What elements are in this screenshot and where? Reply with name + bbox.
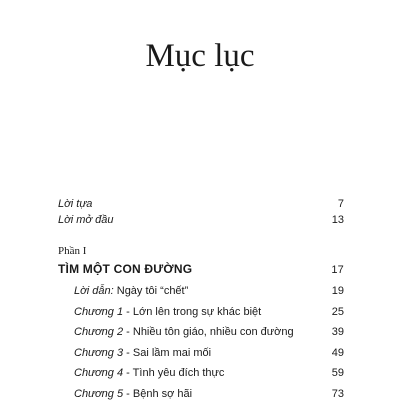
toc-entry xyxy=(74,325,344,339)
toc-entry xyxy=(74,305,344,319)
entry-prefix: Chương 2 xyxy=(74,326,124,338)
entry-text: Ngày tôi “chết” xyxy=(113,285,189,297)
part-title-row xyxy=(58,262,344,278)
entry-text: - Nhiều tôn giáo, nhiều con đường xyxy=(123,326,294,338)
entry-text: - Sai lầm mai mối xyxy=(123,347,212,359)
part-title: TÌM MỘT CON ĐƯỜNG xyxy=(58,262,193,276)
part-label: Phần I xyxy=(58,245,87,257)
toc-entry xyxy=(74,366,344,380)
entry-label: Lời tựa xyxy=(58,198,93,210)
entry-page: 7 xyxy=(337,198,344,210)
entry-prefix: Chương 5 xyxy=(74,388,124,400)
entry-page: 49 xyxy=(331,347,344,359)
toc-entry-front-1 xyxy=(58,197,344,211)
entry-prefix: Lời dẫn: xyxy=(74,285,114,297)
toc-entry xyxy=(74,387,344,401)
entry-label: Lời mở đầu xyxy=(58,214,114,226)
entry-prefix: Chương 3 xyxy=(74,347,124,359)
page-title: Mục lục xyxy=(145,38,255,74)
entry-prefix: Chương 4 xyxy=(74,367,124,379)
entry-prefix: Chương 1 xyxy=(74,306,124,318)
entry-page: 39 xyxy=(331,326,344,338)
entry-page: 73 xyxy=(331,388,344,400)
entry-text: - Lớn lên trong sự khác biệt xyxy=(123,306,262,318)
toc-entry xyxy=(74,346,344,360)
entry-page: 13 xyxy=(331,214,344,226)
entry-text: - Tình yêu đích thực xyxy=(123,367,225,379)
entry-page: 59 xyxy=(331,367,344,379)
entry-text: - Bệnh sợ hãi xyxy=(123,388,193,400)
entry-page: 19 xyxy=(331,285,344,297)
part-page: 17 xyxy=(331,264,344,276)
toc-entry-front-2 xyxy=(58,213,344,227)
entry-page: 25 xyxy=(331,306,344,318)
toc-entry xyxy=(74,284,344,298)
